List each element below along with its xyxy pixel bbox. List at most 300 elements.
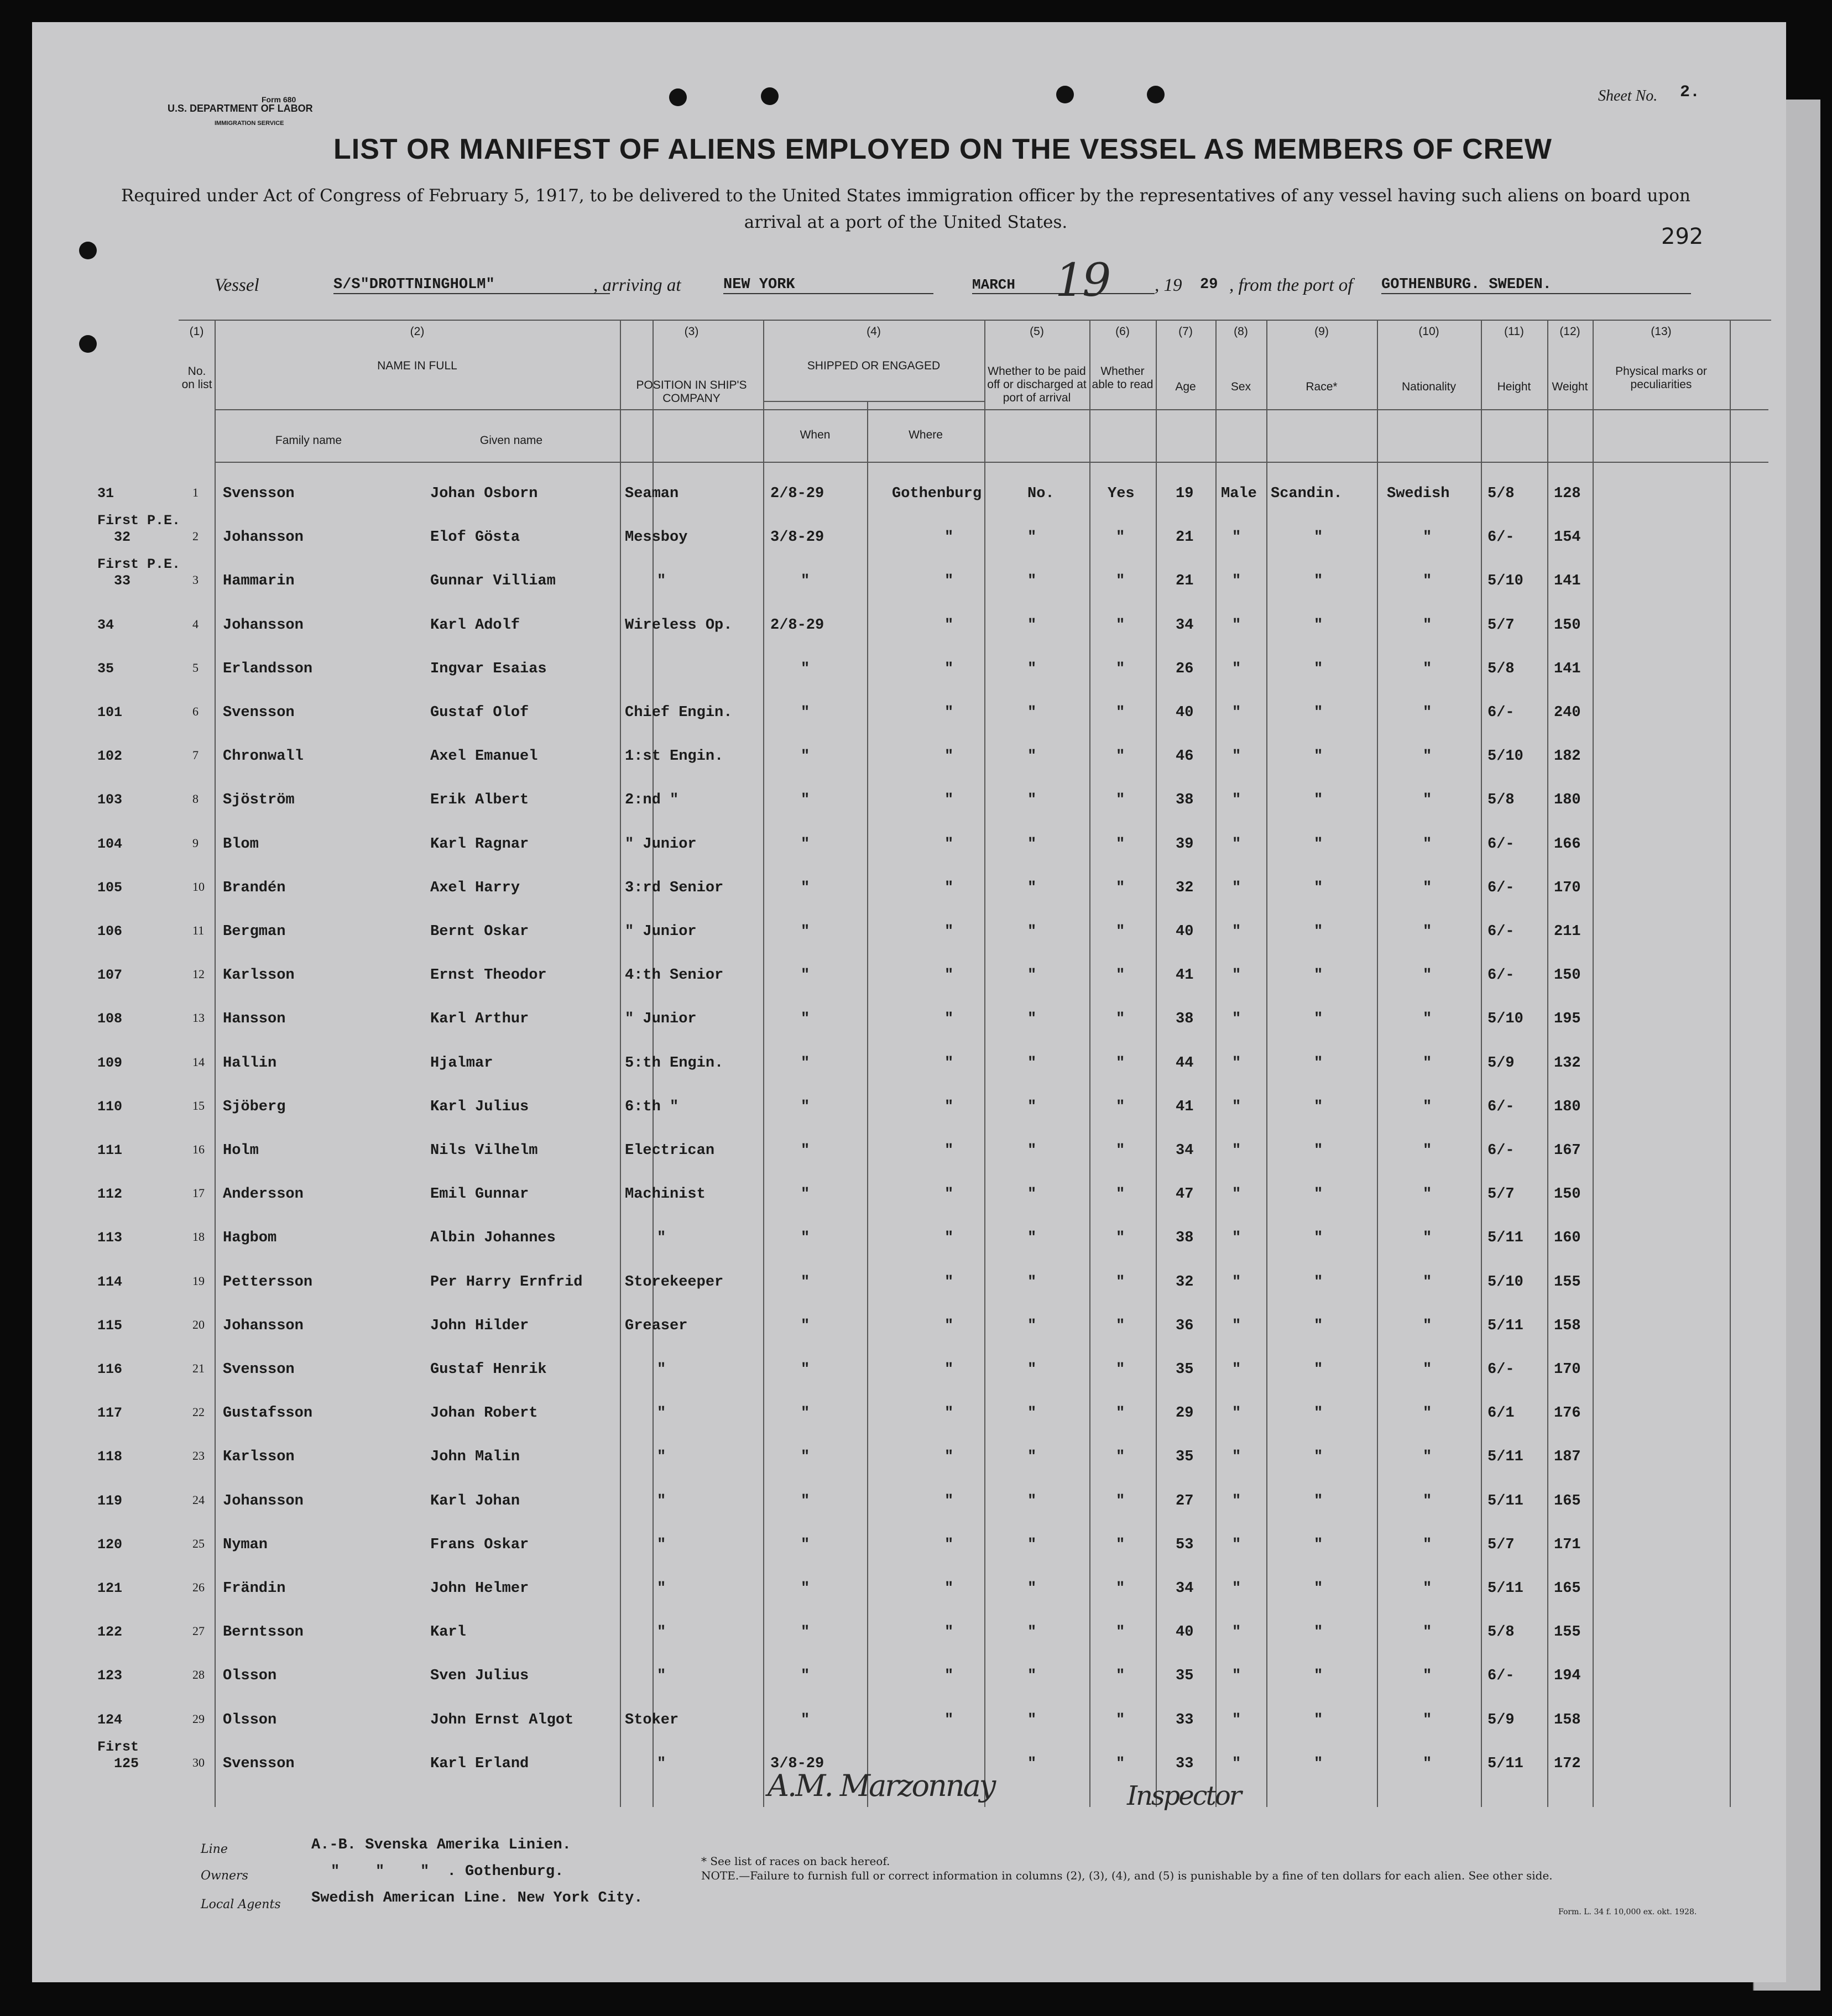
crew-shipped-when: " — [801, 1054, 810, 1072]
crew-nationality: " — [1423, 660, 1432, 677]
col-number-7: (7) — [1178, 325, 1193, 338]
crew-shipped-when: " — [801, 1361, 810, 1378]
crew-age: 40 — [1176, 923, 1194, 940]
crew-shipped-where: " — [944, 1405, 954, 1422]
crew-family-name: Karlsson — [223, 1449, 295, 1466]
crew-family-name: Andersson — [223, 1186, 304, 1203]
punch-hole — [1056, 86, 1074, 103]
crew-able-read: " — [1116, 1711, 1125, 1728]
crew-given-name: Karl Erland — [430, 1755, 529, 1772]
crew-nationality: " — [1423, 1711, 1432, 1728]
crew-paid-off: " — [1027, 660, 1037, 677]
crew-margin-number: 107 — [97, 967, 123, 984]
crew-given-name: Elof Gösta — [430, 529, 520, 546]
inspector-title: Inspector — [1127, 1780, 1240, 1811]
from-label: , from the port of — [1229, 275, 1353, 295]
crew-able-read: " — [1116, 1142, 1125, 1159]
column-divider — [763, 320, 764, 1807]
crew-list-number: 12 — [192, 967, 205, 981]
col-name-in-full: NAME IN FULL — [377, 359, 457, 372]
crew-position: 1:st Engin. — [625, 748, 724, 765]
col-given-name: Given name — [479, 434, 543, 447]
crew-nationality: " — [1423, 792, 1432, 809]
crew-weight: 150 — [1554, 967, 1581, 984]
crew-height: 6/- — [1487, 835, 1515, 853]
crew-nationality: " — [1423, 879, 1432, 896]
crew-given-name: Per Harry Ernfrid — [430, 1273, 583, 1291]
crew-race: " — [1314, 792, 1323, 809]
crew-margin-number: 119 — [97, 1492, 123, 1509]
crew-margin-number: 110 — [97, 1098, 123, 1115]
crew-paid-off: No. — [1027, 485, 1055, 502]
crew-position: 6:th " — [625, 1098, 679, 1115]
crew-paid-off: " — [1027, 923, 1037, 940]
crew-sex: " — [1232, 1492, 1241, 1510]
crew-able-read: Yes — [1108, 485, 1135, 502]
crew-paid-off: " — [1027, 1142, 1037, 1159]
crew-position: 3:rd Senior — [625, 879, 724, 896]
col-nationality: Nationality — [1401, 380, 1457, 393]
crew-height: 6/- — [1487, 704, 1515, 721]
crew-nationality: " — [1423, 1405, 1432, 1422]
crew-margin-number: 115 — [97, 1317, 123, 1334]
sheet-number: 2. — [1680, 83, 1700, 102]
crew-height: 5/11 — [1487, 1580, 1523, 1597]
crew-paid-off: " — [1027, 1186, 1037, 1203]
crew-given-name: Ingvar Esaias — [430, 660, 547, 677]
crew-age: 21 — [1176, 529, 1194, 546]
crew-sex: " — [1232, 1230, 1241, 1247]
crew-family-name: Nyman — [223, 1536, 268, 1553]
line-value: A.-B. Svenska Amerika Linien. — [311, 1837, 571, 1853]
crew-sex: " — [1232, 1668, 1241, 1685]
races-note: * See list of races on back hereof. — [701, 1855, 890, 1868]
page-subtitle: Required under Act of Congress of February 5, 1917, to be delivered to the United States immigration officer by the representatives of any vessel having such aliens on board upon arrival at a port of the United States. — [121, 186, 1690, 232]
crew-given-name: Karl Julius — [430, 1098, 529, 1115]
crew-margin-number: 112 — [97, 1186, 123, 1203]
crew-position: Messboy — [625, 529, 688, 546]
shipped-sub-rule — [763, 401, 984, 402]
col-number-13: (13) — [1651, 325, 1672, 338]
crew-age: 44 — [1176, 1054, 1194, 1072]
crew-nationality: " — [1423, 1624, 1432, 1641]
crew-nationality: " — [1423, 617, 1432, 634]
crew-sex: " — [1232, 1580, 1241, 1597]
crew-weight: 165 — [1554, 1580, 1581, 1597]
col-paid-off: Whether to be paid off or discharged at port of arrival — [987, 365, 1087, 404]
crew-position: " — [657, 1624, 666, 1641]
crew-height: 5/8 — [1487, 660, 1515, 677]
crew-position: Wireless Op. — [625, 617, 733, 634]
crew-shipped-where: " — [944, 1361, 954, 1378]
col-number-10: (10) — [1418, 325, 1439, 338]
crew-able-read: " — [1116, 1405, 1125, 1422]
crew-race: " — [1314, 1186, 1323, 1203]
crew-paid-off: " — [1027, 792, 1037, 809]
crew-position: Chief Engin. — [625, 704, 733, 721]
col-number-6: (6) — [1115, 325, 1130, 338]
crew-sex: " — [1232, 1449, 1241, 1466]
crew-position: " — [657, 1580, 666, 1597]
crew-able-read: " — [1116, 835, 1125, 853]
crew-position: " — [657, 573, 666, 590]
line-label: Line — [201, 1842, 228, 1856]
crew-margin-number: 120 — [97, 1536, 123, 1553]
crew-margin-number: 122 — [97, 1624, 123, 1641]
crew-list-number: 10 — [192, 879, 205, 894]
crew-weight: 166 — [1554, 835, 1581, 853]
punch-hole — [79, 335, 97, 353]
crew-list-number: 27 — [192, 1624, 205, 1638]
crew-height: 5/9 — [1487, 1054, 1515, 1072]
crew-able-read: " — [1116, 1492, 1125, 1510]
crew-list-number: 11 — [192, 923, 205, 937]
vessel-label: Vessel — [215, 275, 259, 295]
column-divider — [1215, 320, 1217, 1807]
owners-label: Owners — [201, 1869, 248, 1883]
crew-given-name: Karl Ragnar — [430, 835, 529, 853]
crew-family-name: Hallin — [223, 1054, 277, 1072]
crew-nationality: " — [1423, 1361, 1432, 1378]
crew-able-read: " — [1116, 1011, 1125, 1028]
crew-family-name: Hammarin — [223, 573, 295, 590]
crew-height: 6/- — [1487, 879, 1515, 896]
crew-race: " — [1314, 967, 1323, 984]
crew-weight: 128 — [1554, 485, 1581, 502]
crew-nationality: " — [1423, 1492, 1432, 1510]
crew-shipped-when: " — [801, 1011, 810, 1028]
crew-list-number: 24 — [192, 1492, 205, 1507]
crew-position: Stoker — [625, 1711, 679, 1728]
crew-list-number: 23 — [192, 1449, 205, 1463]
form-code: Form. L. 34 f. 10,000 ex. okt. 1928. — [1558, 1908, 1697, 1916]
column-divider — [1593, 320, 1594, 1807]
col-marks: Physical marks or peculiarities — [1615, 365, 1707, 391]
vessel-name: S/S"DROTTNINGHOLM" — [333, 276, 610, 294]
crew-race: " — [1314, 1536, 1323, 1553]
crew-margin-number: First 125 — [97, 1738, 139, 1772]
crew-shipped-when: " — [801, 1098, 810, 1115]
crew-race: " — [1314, 835, 1323, 853]
crew-shipped-where: Gothenburg — [892, 485, 982, 502]
crew-list-number: 20 — [192, 1317, 205, 1331]
punch-hole — [669, 88, 687, 106]
crew-sex: " — [1232, 1142, 1241, 1159]
crew-position: Seaman — [625, 485, 679, 502]
crew-margin-number: 117 — [97, 1405, 123, 1422]
crew-age: 47 — [1176, 1186, 1194, 1203]
crew-position: " — [657, 1230, 666, 1247]
crew-race: " — [1314, 704, 1323, 721]
crew-list-number: 13 — [192, 1011, 205, 1025]
service-label: IMMIGRATION SERVICE — [215, 120, 284, 127]
crew-shipped-when: " — [801, 573, 810, 590]
crew-shipped-where: " — [944, 1536, 954, 1553]
crew-given-name: Karl Arthur — [430, 1011, 529, 1028]
crew-family-name: Berntsson — [223, 1624, 304, 1641]
col-shipped: SHIPPED OR ENGAGED — [807, 359, 941, 372]
crew-paid-off: " — [1027, 1668, 1037, 1685]
crew-given-name: Gustaf Olof — [430, 704, 529, 721]
arrival-port: NEW YORK — [723, 276, 933, 294]
crew-paid-off: " — [1027, 1580, 1037, 1597]
crew-height: 5/10 — [1487, 1273, 1523, 1291]
crew-age: 35 — [1176, 1361, 1194, 1378]
crew-list-number: 16 — [192, 1142, 205, 1156]
crew-sex: " — [1232, 879, 1241, 896]
crew-given-name: Sven Julius — [430, 1668, 529, 1685]
crew-sex: " — [1232, 660, 1241, 677]
col-family-name: Family name — [275, 434, 342, 447]
crew-paid-off: " — [1027, 573, 1037, 590]
crew-weight: 240 — [1554, 704, 1581, 721]
crew-sex: " — [1232, 1405, 1241, 1422]
crew-sex: " — [1232, 1711, 1241, 1728]
crew-list-number: 1 — [192, 485, 199, 499]
crew-sex: " — [1232, 1054, 1241, 1072]
crew-age: 38 — [1176, 1011, 1194, 1028]
crew-height: 6/- — [1487, 1668, 1515, 1685]
col-weight: Weight — [1552, 380, 1588, 393]
crew-shipped-when: " — [801, 879, 810, 896]
crew-paid-off: " — [1027, 1098, 1037, 1115]
crew-able-read: " — [1116, 1186, 1125, 1203]
crew-shipped-when: " — [801, 1317, 810, 1334]
crew-race: " — [1314, 1755, 1323, 1772]
crew-able-read: " — [1116, 1054, 1125, 1072]
owners-value: " " " . Gothenburg. — [331, 1863, 564, 1880]
crew-sex: " — [1232, 1273, 1241, 1291]
crew-height: 5/11 — [1487, 1317, 1523, 1334]
crew-position: Machinist — [625, 1186, 706, 1203]
crew-nationality: Swedish — [1387, 485, 1450, 502]
crew-height: 6/- — [1487, 1098, 1515, 1115]
crew-shipped-where: " — [944, 1011, 954, 1028]
col-number-8: (8) — [1234, 325, 1248, 338]
crew-margin-number: 101 — [97, 704, 123, 720]
crew-sex: " — [1232, 1755, 1241, 1772]
crew-weight: 194 — [1554, 1668, 1581, 1685]
crew-age: 34 — [1176, 1580, 1194, 1597]
crew-list-number: 3 — [192, 573, 199, 587]
crew-weight: 176 — [1554, 1405, 1581, 1422]
crew-nationality: " — [1423, 1668, 1432, 1685]
crew-margin-number: 103 — [97, 792, 123, 808]
crew-position: " — [657, 1536, 666, 1553]
crew-paid-off: " — [1027, 1054, 1037, 1072]
crew-nationality: " — [1423, 1317, 1432, 1334]
crew-list-number: 17 — [192, 1186, 205, 1200]
col-number-3: (3) — [684, 325, 699, 338]
crew-shipped-where: " — [944, 1624, 954, 1641]
crew-given-name: Bernt Oskar — [430, 923, 529, 940]
crew-height: 5/8 — [1487, 1624, 1515, 1641]
arrival-year: 29 — [1200, 276, 1218, 293]
crew-margin-number: 109 — [97, 1054, 123, 1071]
crew-shipped-when: 3/8-29 — [770, 529, 824, 546]
crew-margin-number: 105 — [97, 879, 123, 896]
column-divider — [620, 320, 621, 1807]
crew-nationality: " — [1423, 967, 1432, 984]
crew-able-read: " — [1116, 967, 1125, 984]
crew-nationality: " — [1423, 923, 1432, 940]
crew-able-read: " — [1116, 1230, 1125, 1247]
crew-shipped-when: " — [801, 1492, 810, 1510]
crew-height: 6/- — [1487, 923, 1515, 940]
crew-able-read: " — [1116, 1624, 1125, 1641]
crew-list-number: 9 — [192, 835, 199, 850]
crew-age: 33 — [1176, 1755, 1194, 1772]
crew-margin-number: 113 — [97, 1230, 123, 1246]
column-divider — [1730, 320, 1731, 1807]
crew-race: " — [1314, 748, 1323, 765]
crew-paid-off: " — [1027, 1273, 1037, 1291]
crew-age: 41 — [1176, 1098, 1194, 1115]
crew-position: " Junior — [625, 1011, 697, 1028]
column-divider — [867, 401, 868, 1807]
crew-weight: 170 — [1554, 879, 1581, 896]
crew-race: " — [1314, 923, 1323, 940]
crew-family-name: Olsson — [223, 1711, 277, 1728]
crew-race: " — [1314, 1361, 1323, 1378]
crew-shipped-when: " — [801, 1449, 810, 1466]
crew-sex: " — [1232, 967, 1241, 984]
crew-margin-number: 35 — [97, 660, 114, 677]
crew-shipped-where: " — [944, 1711, 954, 1728]
crew-margin-number: 123 — [97, 1668, 123, 1684]
crew-age: 53 — [1176, 1536, 1194, 1553]
crew-family-name: Johansson — [223, 529, 304, 546]
crew-family-name: Brandén — [223, 879, 286, 896]
crew-list-number: 2 — [192, 529, 199, 544]
crew-shipped-where: " — [944, 967, 954, 984]
crew-weight: 172 — [1554, 1755, 1581, 1772]
crew-able-read: " — [1116, 1361, 1125, 1378]
crew-given-name: Axel Emanuel — [430, 748, 538, 765]
agents-value: Swedish American Line. New York City. — [311, 1890, 643, 1907]
crew-list-number: 15 — [192, 1098, 205, 1113]
crew-able-read: " — [1116, 1536, 1125, 1553]
crew-height: 5/10 — [1487, 748, 1523, 765]
crew-given-name: Albin Johannes — [430, 1230, 556, 1247]
crew-shipped-when: " — [801, 1230, 810, 1247]
crew-family-name: Pettersson — [223, 1273, 313, 1291]
crew-nationality: " — [1423, 1449, 1432, 1466]
crew-position: 4:th Senior — [625, 967, 724, 984]
crew-family-name: Svensson — [223, 485, 295, 502]
crew-margin-number: First P.E. 33 — [97, 556, 181, 589]
crew-margin-number: 104 — [97, 835, 123, 852]
crew-nationality: " — [1423, 1273, 1432, 1291]
department-label: U.S. DEPARTMENT OF LABOR — [168, 103, 313, 114]
crew-race: " — [1314, 1011, 1323, 1028]
crew-shipped-where: " — [944, 1142, 954, 1159]
crew-family-name: Svensson — [223, 1361, 295, 1378]
crew-nationality: " — [1423, 1054, 1432, 1072]
punch-hole — [761, 87, 779, 105]
crew-family-name: Karlsson — [223, 967, 295, 984]
col-number-12: (12) — [1559, 325, 1580, 338]
crew-race: " — [1314, 1449, 1323, 1466]
crew-list-number: 19 — [192, 1273, 205, 1288]
crew-list-number: 14 — [192, 1054, 205, 1069]
crew-able-read: " — [1116, 529, 1125, 546]
crew-given-name: John Malin — [430, 1449, 520, 1466]
crew-height: 5/9 — [1487, 1711, 1515, 1728]
crew-given-name: Johan Osborn — [430, 485, 538, 502]
crew-paid-off: " — [1027, 1361, 1037, 1378]
col-where: Where — [909, 429, 943, 441]
crew-shipped-when: " — [801, 923, 810, 940]
crew-age: 34 — [1176, 617, 1194, 634]
crew-margin-number: 102 — [97, 748, 123, 765]
punch-hole — [79, 242, 97, 259]
crew-height: 5/7 — [1487, 1536, 1515, 1553]
crew-paid-off: " — [1027, 835, 1037, 853]
crew-age: 19 — [1176, 485, 1194, 502]
crew-able-read: " — [1116, 617, 1125, 634]
crew-given-name: Johan Robert — [430, 1405, 538, 1422]
stamp-number: 292 — [1661, 224, 1704, 249]
column-divider — [1266, 320, 1267, 1807]
crew-shipped-where: " — [944, 617, 954, 634]
crew-sex: " — [1232, 1011, 1241, 1028]
crew-family-name: Bergman — [223, 923, 286, 940]
column-divider — [1089, 320, 1090, 1807]
table-top-rule — [179, 320, 1771, 321]
crew-paid-off: " — [1027, 704, 1037, 721]
col-when: When — [800, 429, 831, 441]
crew-weight: 158 — [1554, 1317, 1581, 1334]
crew-list-number: 22 — [192, 1405, 205, 1419]
crew-position: 5:th Engin. — [625, 1054, 724, 1072]
crew-race: " — [1314, 1317, 1323, 1334]
departure-port: GOTHENBURG. SWEDEN. — [1381, 276, 1691, 294]
crew-shipped-when: " — [801, 1186, 810, 1203]
crew-list-number: 29 — [192, 1711, 205, 1726]
crew-given-name: John Hilder — [430, 1317, 529, 1334]
crew-nationality: " — [1423, 704, 1432, 721]
crew-paid-off: " — [1027, 1230, 1037, 1247]
crew-shipped-when: " — [801, 704, 810, 721]
crew-shipped-when: " — [801, 967, 810, 984]
crew-age: 27 — [1176, 1492, 1194, 1510]
crew-able-read: " — [1116, 704, 1125, 721]
crew-race: " — [1314, 529, 1323, 546]
crew-height: 5/11 — [1487, 1230, 1523, 1247]
crew-race: " — [1314, 1273, 1323, 1291]
crew-list-number: 7 — [192, 748, 199, 762]
crew-weight: 141 — [1554, 660, 1581, 677]
crew-able-read: " — [1116, 1580, 1125, 1597]
crew-shipped-where: " — [944, 1317, 954, 1334]
crew-list-number: 30 — [192, 1755, 205, 1769]
crew-nationality: " — [1423, 1011, 1432, 1028]
crew-race: " — [1314, 1668, 1323, 1685]
crew-family-name: Blom — [223, 835, 259, 853]
crew-weight: 141 — [1554, 573, 1581, 590]
crew-weight: 187 — [1554, 1449, 1581, 1466]
crew-paid-off: " — [1027, 1317, 1037, 1334]
crew-shipped-when: " — [801, 792, 810, 809]
crew-margin-number: 31 — [97, 485, 114, 502]
crew-shipped-when: " — [801, 1624, 810, 1641]
crew-height: 5/11 — [1487, 1449, 1523, 1466]
crew-nationality: " — [1423, 1755, 1432, 1772]
crew-height: 5/11 — [1487, 1492, 1523, 1510]
crew-paid-off: " — [1027, 1624, 1037, 1641]
crew-family-name: Holm — [223, 1142, 259, 1159]
